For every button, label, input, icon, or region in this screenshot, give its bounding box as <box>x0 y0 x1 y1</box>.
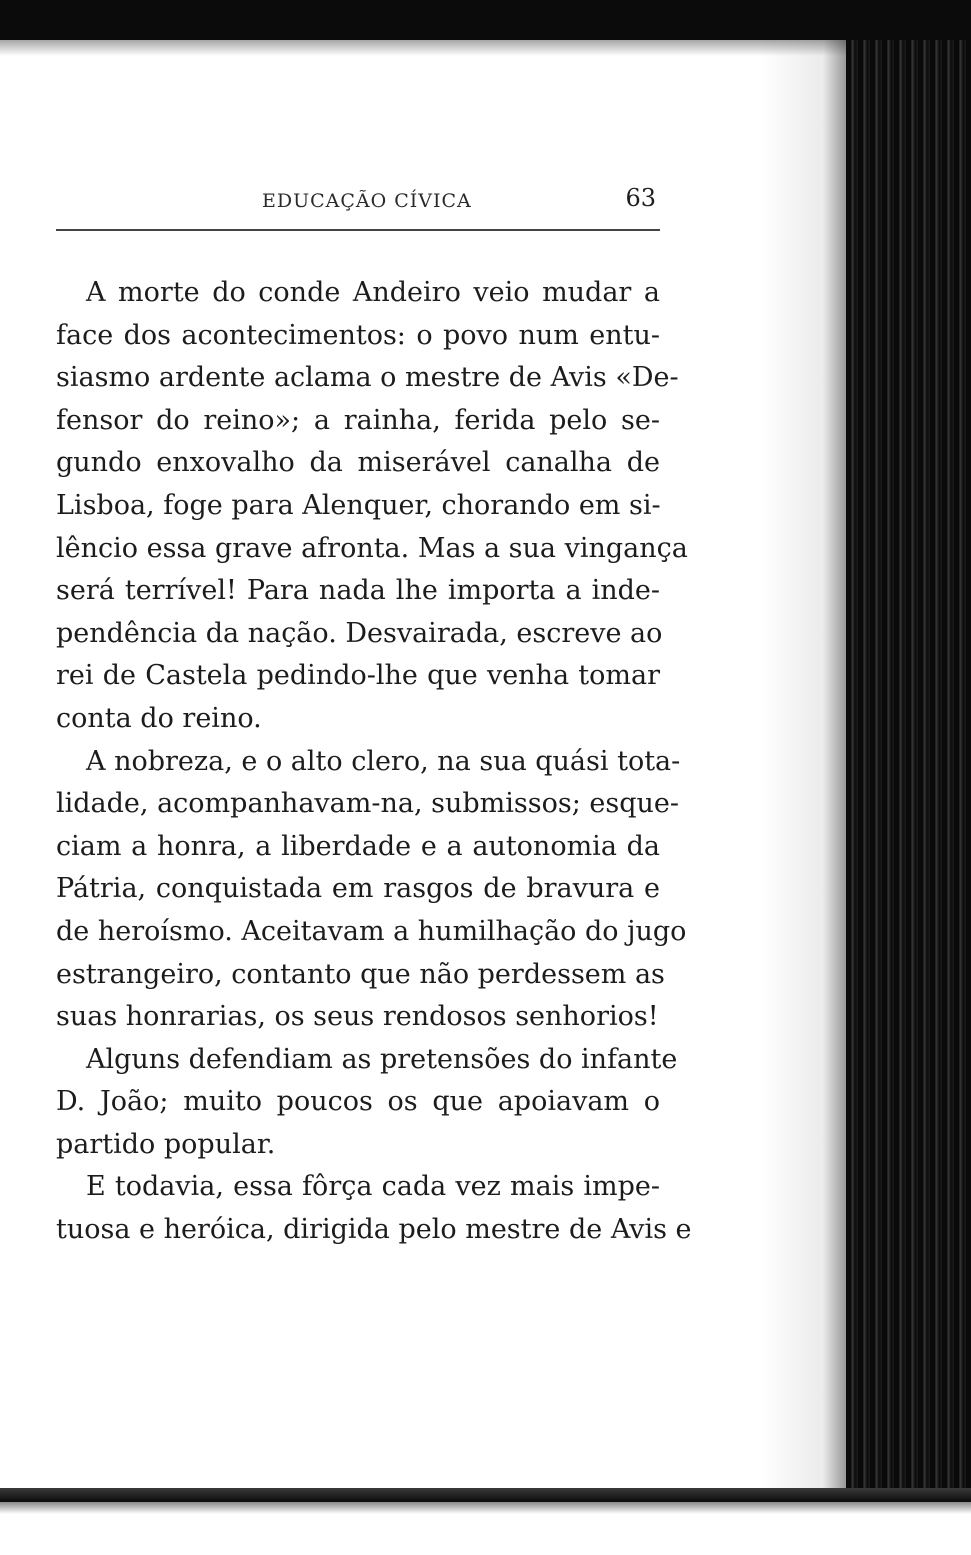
scan-shadow-right <box>760 40 850 1490</box>
text-line: Pátria, conquistada em rasgos de bravura e <box>56 873 660 905</box>
text-line: rei de Castela pedindo-lhe que venha tomar <box>56 660 660 692</box>
text-line: D. João; muito poucos os que apoiavam o <box>56 1086 660 1118</box>
text-line: estrangeiro, contanto que não perdessem as <box>56 958 665 990</box>
text-line: pendência da nação. Desvairada, escreve ao <box>56 617 663 649</box>
scan-border-right <box>846 40 971 1490</box>
text-line: fensor do reino»; a rainha, ferida pelo se- <box>56 404 660 436</box>
scan-shadow-bottom <box>0 1502 971 1514</box>
scan-border-bottom <box>0 1488 971 1502</box>
text-line: face dos acontecimentos: o povo num entu- <box>56 319 660 351</box>
page-number: 63 <box>625 184 656 212</box>
text-line: conta do reino. <box>56 702 262 734</box>
text-line: tuosa e heróica, dirigida pelo mestre de Avis e <box>56 1214 692 1246</box>
body-text <box>56 272 692 1252</box>
text-line: de heroísmo. Aceitavam a humilhação do jugo <box>56 915 687 947</box>
text-line: será terrível! Para nada lhe importa a inde- <box>56 575 660 607</box>
text-line: E todavia, essa fôrça cada vez mais impe- <box>86 1171 660 1203</box>
text-line: lidade, acompanhavam-na, submissos; esque- <box>56 788 680 820</box>
running-title: EDUCAÇÃO CÍVICA <box>262 190 472 212</box>
text-line: partido popular. <box>56 1128 276 1160</box>
text-line: A morte do conde Andeiro veio mudar a <box>86 277 660 308</box>
text-line: siasmo ardente aclama o mestre de Avis «De- <box>56 362 679 394</box>
text-line: gundo enxovalho da miserável canalha de <box>56 447 660 479</box>
text-line: ciam a honra, a liberdade e a autonomia da <box>56 830 660 862</box>
running-header <box>56 184 660 220</box>
text-line: Lisboa, foge para Alenquer, chorando em si- <box>56 489 661 521</box>
text-line: Alguns defendiam as pretensões do infante <box>86 1043 678 1075</box>
text-line: lêncio essa grave afronta. Mas a sua vingança <box>56 532 688 564</box>
scan-border-top <box>0 0 971 40</box>
text-line: suas honrarias, os seus rendosos senhorios! <box>56 1001 659 1033</box>
text-line: A nobreza, e o alto clero, na sua quási tota- <box>86 745 681 777</box>
header-rule <box>56 229 660 231</box>
